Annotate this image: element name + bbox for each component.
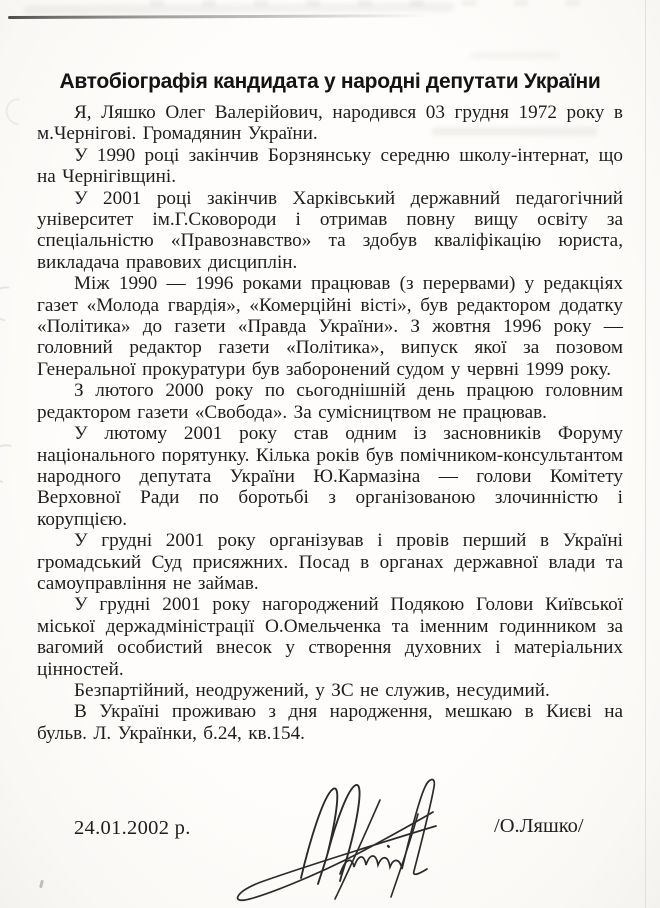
document-body bbox=[37, 102, 623, 744]
punch-hole-mark bbox=[0, 280, 31, 329]
paragraph: У лютому 2001 року став одним із засновників Форуму національного порятунку. Кілька років був помічником-консультантом народного депутата України Ю.Кармазіна — голови Комітету Верховної Ради по боротьбі з організованою злочинністю і корупцією. bbox=[37, 423, 623, 530]
paragraph: В Україні проживаю з дня народження, мешкаю в Києві на бульв. Л. Українки, б.24, кв.154. bbox=[37, 701, 623, 744]
ink-bleed-artifact bbox=[470, 52, 560, 59]
date-line: 24.01.2002 р. bbox=[74, 817, 191, 839]
paragraph: Між 1990 — 1996 роками працював (з перервами) у редакціях газет «Молода гвардія», «Комерційні вісті», був редактором додатку «Політика» до газети «Правда України». З жовтня 1996 року — головний редактор газети «Політика», випуск якої за позовом Генеральної прокуратури був заборонений судом у червні 1999 року. bbox=[37, 273, 623, 380]
paragraph: У грудні 2001 року організував і провів перший в Україні громадський Суд присяжних. Посад в органах державної влади та самоуправління не займав. bbox=[37, 530, 623, 594]
signer-name: /О.Ляшко/ bbox=[494, 815, 584, 837]
paragraph: У 2001 році закінчив Харківський державний педагогічний університет ім.Г.Сковороди і отримав повну вищу освіту за спеціальністю «Правознавство» та здобув кваліфікацію юриста, викладача правових дисциплін. bbox=[37, 187, 623, 273]
signature-icon bbox=[231, 774, 473, 904]
paragraph: Я, Ляшко Олег Валерійович, народився 03 грудня 1972 року в м.Чернігові. Громадянин України. bbox=[37, 102, 623, 145]
scan-line-artifact bbox=[8, 14, 478, 19]
scan-noise-artifact bbox=[150, 0, 610, 6]
punch-hole-mark bbox=[0, 437, 33, 491]
paragraph: У 1990 році закінчив Борзнянську середню школу-інтернат, що на Чернігівщині. bbox=[37, 144, 623, 188]
punch-hole-mark bbox=[0, 93, 38, 131]
scan-edge-line bbox=[645, 0, 646, 908]
paragraph: У грудні 2001 року нагороджений Подякою Голови Київської міської держадміністрації О.Омельченка та іменним годинником за вагомий особистий внесок у створення духовних і матеріальних цінностей. bbox=[37, 594, 623, 680]
scan-speck-artifact bbox=[39, 880, 44, 888]
paragraph: З лютого 2000 року по сьогоднішній день працюю головним редактором газети «Свобода». За сумісництвом не працював. bbox=[37, 380, 623, 423]
paragraph: Безпартійний, неодружений, у ЗС не служив, несудимий. bbox=[74, 679, 550, 701]
document-title: Автобіографія кандидата у народні депутати України bbox=[59, 70, 601, 94]
